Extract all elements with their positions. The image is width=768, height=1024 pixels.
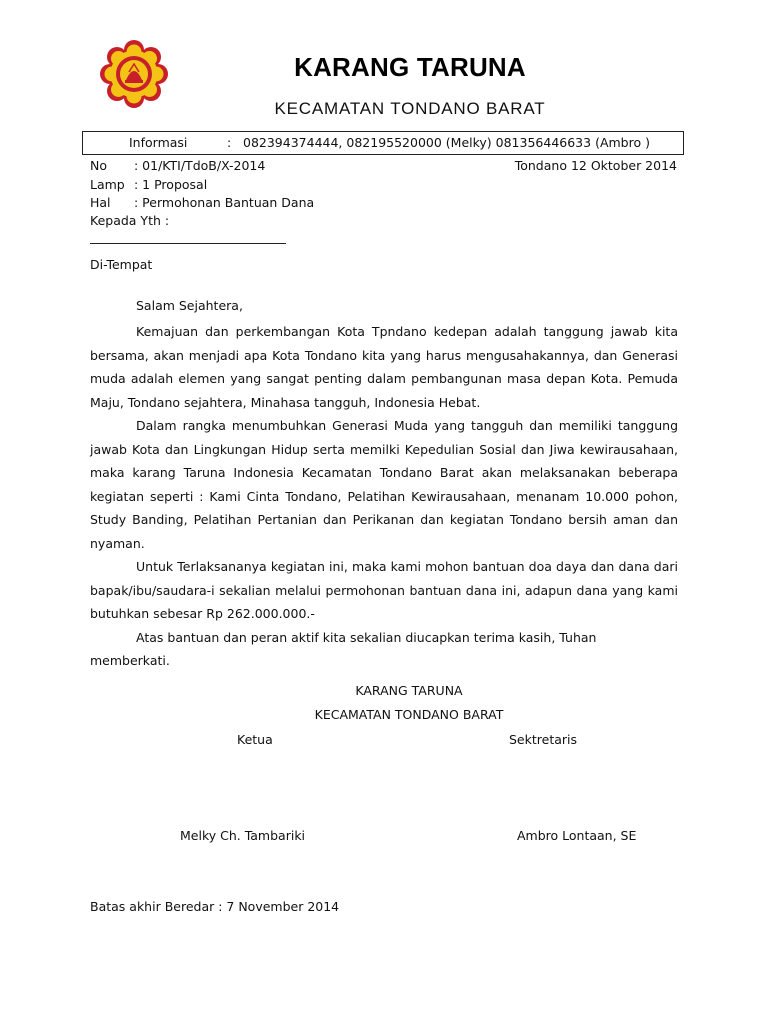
body-paragraph: Atas bantuan dan peran aktif kita sekalian diucapkan terima kasih, Tuhan memberkati. [90, 629, 597, 668]
signature-title-chair: Ketua [237, 732, 273, 747]
letter-body [90, 320, 678, 673]
karang-taruna-emblem-icon [98, 38, 170, 110]
distribution-deadline: Batas akhir Beredar : 7 November 2014 [90, 899, 340, 914]
body-paragraph: Kemajuan dan perkembangan Kota Tpndano kedepan adalah tanggung jawab kita bersama, akan menjadi apa Kota Tondano kita yang harus mengusahakannya, dan Generasi muda adalah elemen yang sangat penting dalam pembangunan masa depan Kota. Pemuda Maju, Tondano sejahtera, Minahasa tangguh, Indonesia Hebat. [90, 324, 678, 410]
signature-name-chair: Melky Ch. Tambariki [180, 828, 306, 843]
ref-subject-value: : Permohonan Bantuan Dana [134, 195, 315, 210]
body-paragraph: Dalam rangka menumbuhkan Generasi Muda yang tangguh dan memiliki tanggung jawab Kota dan Lingkungan Hidup serta memilki Kepedulian Sosial dan Jiwa kewirausahaan, maka karang Taruna Indonesia Kecamatan Tondano Barat akan melaksanakan beberapa kegiatan seperti : Kami Cinta Tondano, Pelatihan Kewirausahaan, menanam 10.000 pohon, Study Banding, Pelatihan Pertanian dan Perikanan dan kegiatan Tondano bersih aman dan nyaman. [90, 418, 678, 551]
ref-number-label: No [90, 158, 107, 173]
contact-phone-numbers: 082394374444, 082195520000 (Melky) 081356446633 (Ambro ) [243, 135, 650, 150]
letter-date: Tondano 12 Oktober 2014 [514, 158, 677, 173]
signature-org-name: KARANG TARUNA [355, 683, 463, 698]
ref-attachment-label: Lamp [90, 177, 125, 192]
body-paragraph: Untuk Terlaksananya kegiatan ini, maka kami mohon bantuan doa daya dan dana dari bapak/ibu/saudara-i sekalian melalui permohonan bantuan dana ini, adapun dana yang kami butuhkan sebesar Rp 262.000.000.- [90, 559, 678, 621]
letterhead-title: KARANG TARUNA [294, 52, 526, 82]
signature-title-secretary: Sektretaris [509, 732, 578, 747]
ref-subject-label: Hal [90, 195, 111, 210]
contact-label: Informasi [129, 135, 188, 150]
recipient-label: Kepada Yth : [90, 213, 170, 228]
letterhead-subtitle: KECAMATAN TONDANO BARAT [274, 99, 546, 118]
ref-number-value: : 01/KTI/TdoB/X-2014 [134, 158, 266, 173]
recipient-location: Di-Tempat [90, 257, 153, 272]
contact-separator: : [227, 135, 232, 150]
recipient-blank-line [90, 243, 286, 244]
ref-attachment-value: : 1 Proposal [134, 177, 208, 192]
signature-name-secretary: Ambro Lontaan, SE [517, 828, 637, 843]
contact-info-box [82, 131, 684, 155]
signature-district: KECAMATAN TONDANO BARAT [314, 707, 504, 722]
greeting: Salam Sejahtera, [136, 298, 243, 313]
